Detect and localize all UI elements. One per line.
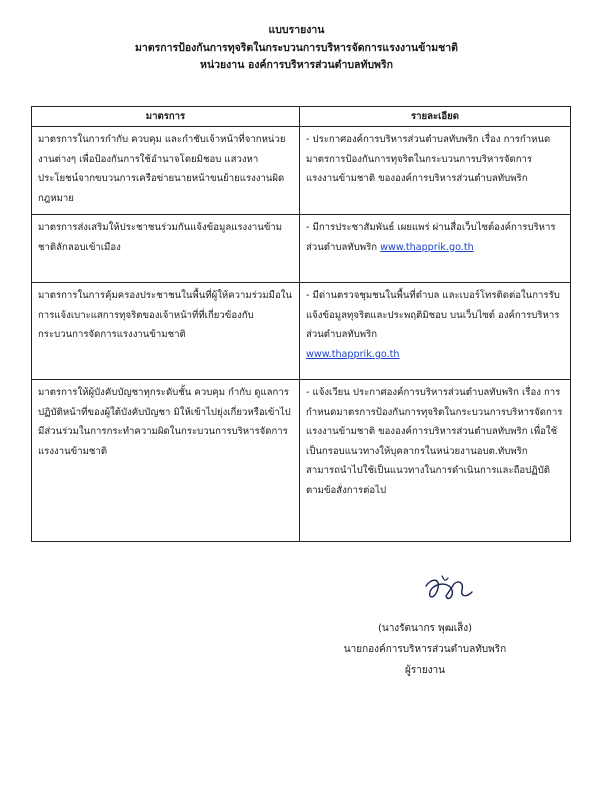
table-row [32, 215, 571, 283]
signer-position: นายกองค์การบริหารส่วนตำบลทับพริก [343, 644, 507, 655]
table-row [32, 283, 571, 380]
detail-text: - มีด่านตรวจชุมชนในพื้นที่ตำบล และเบอร์โทรติดต่อในการรับแจ้งข้อมูลทุจริตและประพฤติมิชอบ บนเว็บไซต์ องค์การบริหารส่วนตำบลทับพริก [306, 290, 560, 340]
report-agency: หน่วยงาน องค์การบริหารส่วนตำบลทับพริก [200, 59, 393, 71]
website-link[interactable]: www.thapprik.go.th [306, 348, 400, 360]
detail-cell [300, 283, 571, 380]
measure-cell: มาตรการในการกำกับ ควบคุม และกำชับเจ้าหน้าที่จากหน่วยงานต่างๆ เพื่อป้องกันการใช้อำนาจโดยมิชอบ แสวงหาประโยชน์จากขบวนการเครือข่ายนายหน้าขนย้ายแรงงานผิดกฎหมาย [32, 127, 300, 215]
table-row [32, 380, 571, 542]
measures-table [31, 106, 571, 542]
measure-cell: มาตรการให้ผู้บังคับบัญชาทุกระดับชั้น ควบคุม กำกับ ดูแลการปฏิบัติหน้าที่ของผู้ใต้บังคับบัญชา มิให้เข้าไปยุ่งเกี่ยวหรือเข้าไปมีส่วนร่วมในการกระทำความผิดในกระบวนการบริหารจัดการแรงงานข้ามชาติ [32, 380, 300, 542]
measure-cell: มาตรการในการคุ้มครองประชาชนในพื้นที่ผู้ให้ความร่วมมือในการแจ้งเบาะแสการทุจริตของเจ้าหน้าที่ที่เกี่ยวข้องกับกระบวนการจัดการแรงงานข้ามชาติ [32, 283, 300, 380]
detail-text: - ประกาศองค์การบริหารส่วนตำบลทับพริก เรื่อง การกำหนดมาตรการป้องกันการทุจริตในกระบวนการบริหารจัดการแรงงานข้ามชาติ ขององค์การบริหารส่วนตำบลทับพริก [306, 134, 551, 184]
detail-cell [300, 380, 571, 542]
report-header [0, 22, 593, 75]
detail-text: - มีการประชาสัมพันธ์ เผยแพร่ ผ่านสื่อเว็บไซต์องค์การบริหารส่วนตำบลทับพริก [306, 222, 556, 253]
signer-role: ผู้รายงาน [404, 665, 446, 676]
signer-name: (นางรัตนากร พุฒเส็ง) [377, 623, 473, 634]
measure-cell: มาตรการส่งเสริมให้ประชาชนร่วมกันแจ้งข้อมูลแรงงานข้ามชาติลักลอบเข้าเมือง [32, 215, 300, 283]
report-title: แบบรายงาน [268, 24, 325, 36]
detail-cell [300, 127, 571, 215]
measure-column-header: มาตรการ [32, 107, 300, 127]
detail-column-header: รายละเอียด [300, 107, 571, 127]
detail-text: - แจ้งเวียน ประกาศองค์การบริหารส่วนตำบลทับพริก เรื่อง การกำหนดมาตรการป้องกันการทุจริตในกระบวนการบริหารจัดการแรงงานข้ามชาติ ขององค์การบริหารส่วนตำบลทับพริก เพื่อใช้เป็นกรอบแนวทางให้บุคลากรในหน่วยงานอบต.ทับพริก สามารถนำไปใช้เป็นแนวทางในการดำเนินการและถือปฏิบัติตามข้อสั่งการต่อไป [306, 387, 563, 496]
table-header-row [32, 107, 571, 127]
signature-image [418, 572, 478, 608]
website-link[interactable]: www.thapprik.go.th [380, 241, 474, 253]
table-row [32, 127, 571, 215]
signer-block [300, 618, 550, 681]
detail-cell [300, 215, 571, 283]
report-subtitle: มาตรการป้องกันการทุจริตในกระบวนการบริหารจัดการแรงงานข้ามชาติ [135, 41, 458, 54]
